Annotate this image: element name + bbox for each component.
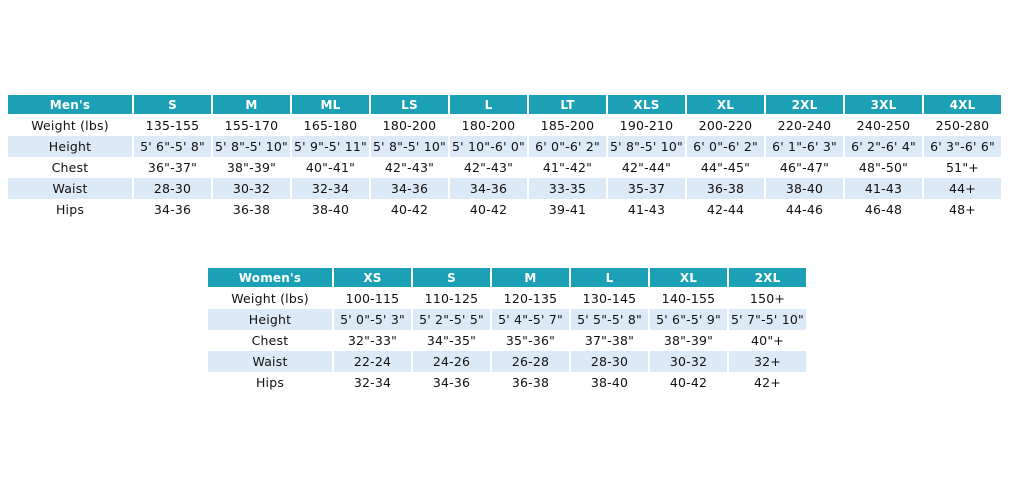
row-label: Height bbox=[8, 136, 132, 157]
table-cell: 5' 8"-5' 10" bbox=[213, 136, 290, 157]
table-cell: 5' 7"-5' 10" bbox=[729, 309, 806, 330]
row-label: Waist bbox=[208, 351, 332, 372]
table-cell: 165-180 bbox=[303, 118, 358, 133]
table-cell: 41"-42" bbox=[542, 160, 593, 175]
table-cell: 200-220 bbox=[698, 118, 753, 133]
mens-row-hips bbox=[8, 199, 1001, 220]
table-cell: 36"-37" bbox=[147, 160, 198, 175]
womens-header-row bbox=[208, 268, 806, 288]
table-cell: 41-43 bbox=[627, 202, 666, 217]
row-label: Weight (lbs) bbox=[231, 291, 309, 306]
table-cell: 38"-39" bbox=[226, 160, 277, 175]
table-cell: 155-170 bbox=[224, 118, 279, 133]
size-header-m: M bbox=[492, 268, 569, 288]
womens-row-hips bbox=[208, 372, 806, 393]
table-cell: 180-200 bbox=[382, 118, 437, 133]
table-cell: 34-36 bbox=[432, 375, 471, 390]
mens-row-chest bbox=[8, 157, 1001, 178]
table-cell: 48+ bbox=[949, 202, 976, 217]
table-cell: 41-43 bbox=[845, 178, 922, 199]
table-cell: 28-30 bbox=[134, 178, 211, 199]
table-cell: 28-30 bbox=[571, 351, 648, 372]
womens-row-waist bbox=[208, 351, 806, 372]
table-cell: 35-37 bbox=[608, 178, 685, 199]
table-cell: 5' 8"-5' 10" bbox=[371, 136, 448, 157]
table-cell: 180-200 bbox=[461, 118, 516, 133]
row-label: Chest bbox=[251, 333, 289, 348]
table-cell: 39-41 bbox=[548, 202, 587, 217]
table-cell: 30-32 bbox=[213, 178, 290, 199]
table-cell: 34-36 bbox=[371, 178, 448, 199]
size-header-s: S bbox=[413, 268, 490, 288]
table-cell: 38-40 bbox=[590, 375, 629, 390]
womens-size-chart bbox=[206, 268, 808, 393]
mens-header-row bbox=[8, 95, 1001, 115]
size-header-ml: ML bbox=[292, 95, 369, 115]
row-label: Weight (lbs) bbox=[31, 118, 109, 133]
table-cell: 32+ bbox=[729, 351, 806, 372]
table-cell: 36-38 bbox=[511, 375, 550, 390]
table-cell: 40-42 bbox=[669, 375, 708, 390]
table-cell: 6' 2"-6' 4" bbox=[845, 136, 922, 157]
size-header-2xl: 2XL bbox=[729, 268, 806, 288]
table-cell: 185-200 bbox=[540, 118, 595, 133]
table-cell: 38"-39" bbox=[663, 333, 714, 348]
table-cell: 6' 0"-6' 2" bbox=[529, 136, 606, 157]
mens-row-weight bbox=[8, 115, 1001, 136]
table-cell: 110-125 bbox=[424, 291, 479, 306]
table-cell: 42+ bbox=[754, 375, 781, 390]
table-cell: 40-42 bbox=[390, 202, 429, 217]
table-cell: 120-135 bbox=[503, 291, 558, 306]
womens-row-height bbox=[208, 309, 806, 330]
row-label: Chest bbox=[51, 160, 89, 175]
table-cell: 5' 6"-5' 9" bbox=[650, 309, 727, 330]
row-label: Waist bbox=[8, 178, 132, 199]
table-cell: 34-36 bbox=[153, 202, 192, 217]
size-header-l: L bbox=[571, 268, 648, 288]
table-cell: 130-145 bbox=[582, 291, 637, 306]
table-cell: 51"+ bbox=[946, 160, 979, 175]
table-cell: 135-155 bbox=[145, 118, 200, 133]
table-cell: 250-280 bbox=[935, 118, 990, 133]
mens-row-waist bbox=[8, 178, 1001, 199]
table-cell: 42"-43" bbox=[384, 160, 435, 175]
size-header-xl: XL bbox=[687, 95, 764, 115]
table-cell: 36-38 bbox=[687, 178, 764, 199]
table-cell: 6' 3"-6' 6" bbox=[924, 136, 1001, 157]
table-cell: 34"-35" bbox=[426, 333, 477, 348]
size-header-ls: LS bbox=[371, 95, 448, 115]
table-cell: 48"-50" bbox=[858, 160, 909, 175]
table-cell: 6' 1"-6' 3" bbox=[766, 136, 843, 157]
table-cell: 5' 4"-5' 7" bbox=[492, 309, 569, 330]
table-cell: 30-32 bbox=[650, 351, 727, 372]
table-cell: 38-40 bbox=[766, 178, 843, 199]
table-cell: 32-34 bbox=[353, 375, 392, 390]
size-header-3xl: 3XL bbox=[845, 95, 922, 115]
size-header-2xl: 2XL bbox=[766, 95, 843, 115]
table-cell: 32-34 bbox=[292, 178, 369, 199]
table-cell: 42"-44" bbox=[621, 160, 672, 175]
table-cell: 220-240 bbox=[777, 118, 832, 133]
table-cell: 40"-41" bbox=[305, 160, 356, 175]
table-cell: 46"-47" bbox=[779, 160, 830, 175]
womens-row-weight bbox=[208, 288, 806, 309]
size-header-l: L bbox=[450, 95, 527, 115]
mens-header-title: Men's bbox=[8, 95, 132, 115]
size-header-xls: XLS bbox=[608, 95, 685, 115]
size-header-m: M bbox=[213, 95, 290, 115]
table-cell: 46-48 bbox=[864, 202, 903, 217]
table-cell: 44-46 bbox=[785, 202, 824, 217]
table-cell: 5' 6"-5' 8" bbox=[134, 136, 211, 157]
row-label: Hips bbox=[55, 202, 85, 217]
size-header-4xl: 4XL bbox=[924, 95, 1001, 115]
table-cell: 26-28 bbox=[492, 351, 569, 372]
table-cell: 150+ bbox=[749, 291, 786, 306]
size-header-xl: XL bbox=[650, 268, 727, 288]
table-cell: 190-210 bbox=[619, 118, 674, 133]
size-header-lt: LT bbox=[529, 95, 606, 115]
table-cell: 6' 0"-6' 2" bbox=[687, 136, 764, 157]
table-cell: 36-38 bbox=[232, 202, 271, 217]
table-cell: 38-40 bbox=[311, 202, 350, 217]
row-label: Hips bbox=[255, 375, 285, 390]
table-cell: 140-155 bbox=[661, 291, 716, 306]
table-cell: 35"-36" bbox=[505, 333, 556, 348]
table-cell: 34-36 bbox=[450, 178, 527, 199]
table-cell: 5' 0"-5' 3" bbox=[334, 309, 411, 330]
table-cell: 40-42 bbox=[469, 202, 508, 217]
row-label: Height bbox=[208, 309, 332, 330]
table-cell: 40"+ bbox=[751, 333, 784, 348]
womens-row-chest bbox=[208, 330, 806, 351]
table-cell: 24-26 bbox=[413, 351, 490, 372]
table-cell: 33-35 bbox=[529, 178, 606, 199]
mens-row-height bbox=[8, 136, 1001, 157]
table-cell: 240-250 bbox=[856, 118, 911, 133]
table-cell: 32"-33" bbox=[347, 333, 398, 348]
table-cell: 100-115 bbox=[345, 291, 400, 306]
size-header-xs: XS bbox=[334, 268, 411, 288]
table-cell: 5' 8"-5' 10" bbox=[608, 136, 685, 157]
mens-size-chart bbox=[6, 95, 1003, 220]
womens-header-title: Women's bbox=[208, 268, 332, 288]
table-cell: 44"-45" bbox=[700, 160, 751, 175]
table-cell: 5' 2"-5' 5" bbox=[413, 309, 490, 330]
table-cell: 5' 10"-6' 0" bbox=[450, 136, 527, 157]
table-cell: 42-44 bbox=[706, 202, 745, 217]
table-cell: 37"-38" bbox=[584, 333, 635, 348]
size-header-s: S bbox=[134, 95, 211, 115]
table-cell: 44+ bbox=[924, 178, 1001, 199]
table-cell: 5' 5"-5' 8" bbox=[571, 309, 648, 330]
table-cell: 22-24 bbox=[334, 351, 411, 372]
table-cell: 5' 9"-5' 11" bbox=[292, 136, 369, 157]
table-cell: 42"-43" bbox=[463, 160, 514, 175]
